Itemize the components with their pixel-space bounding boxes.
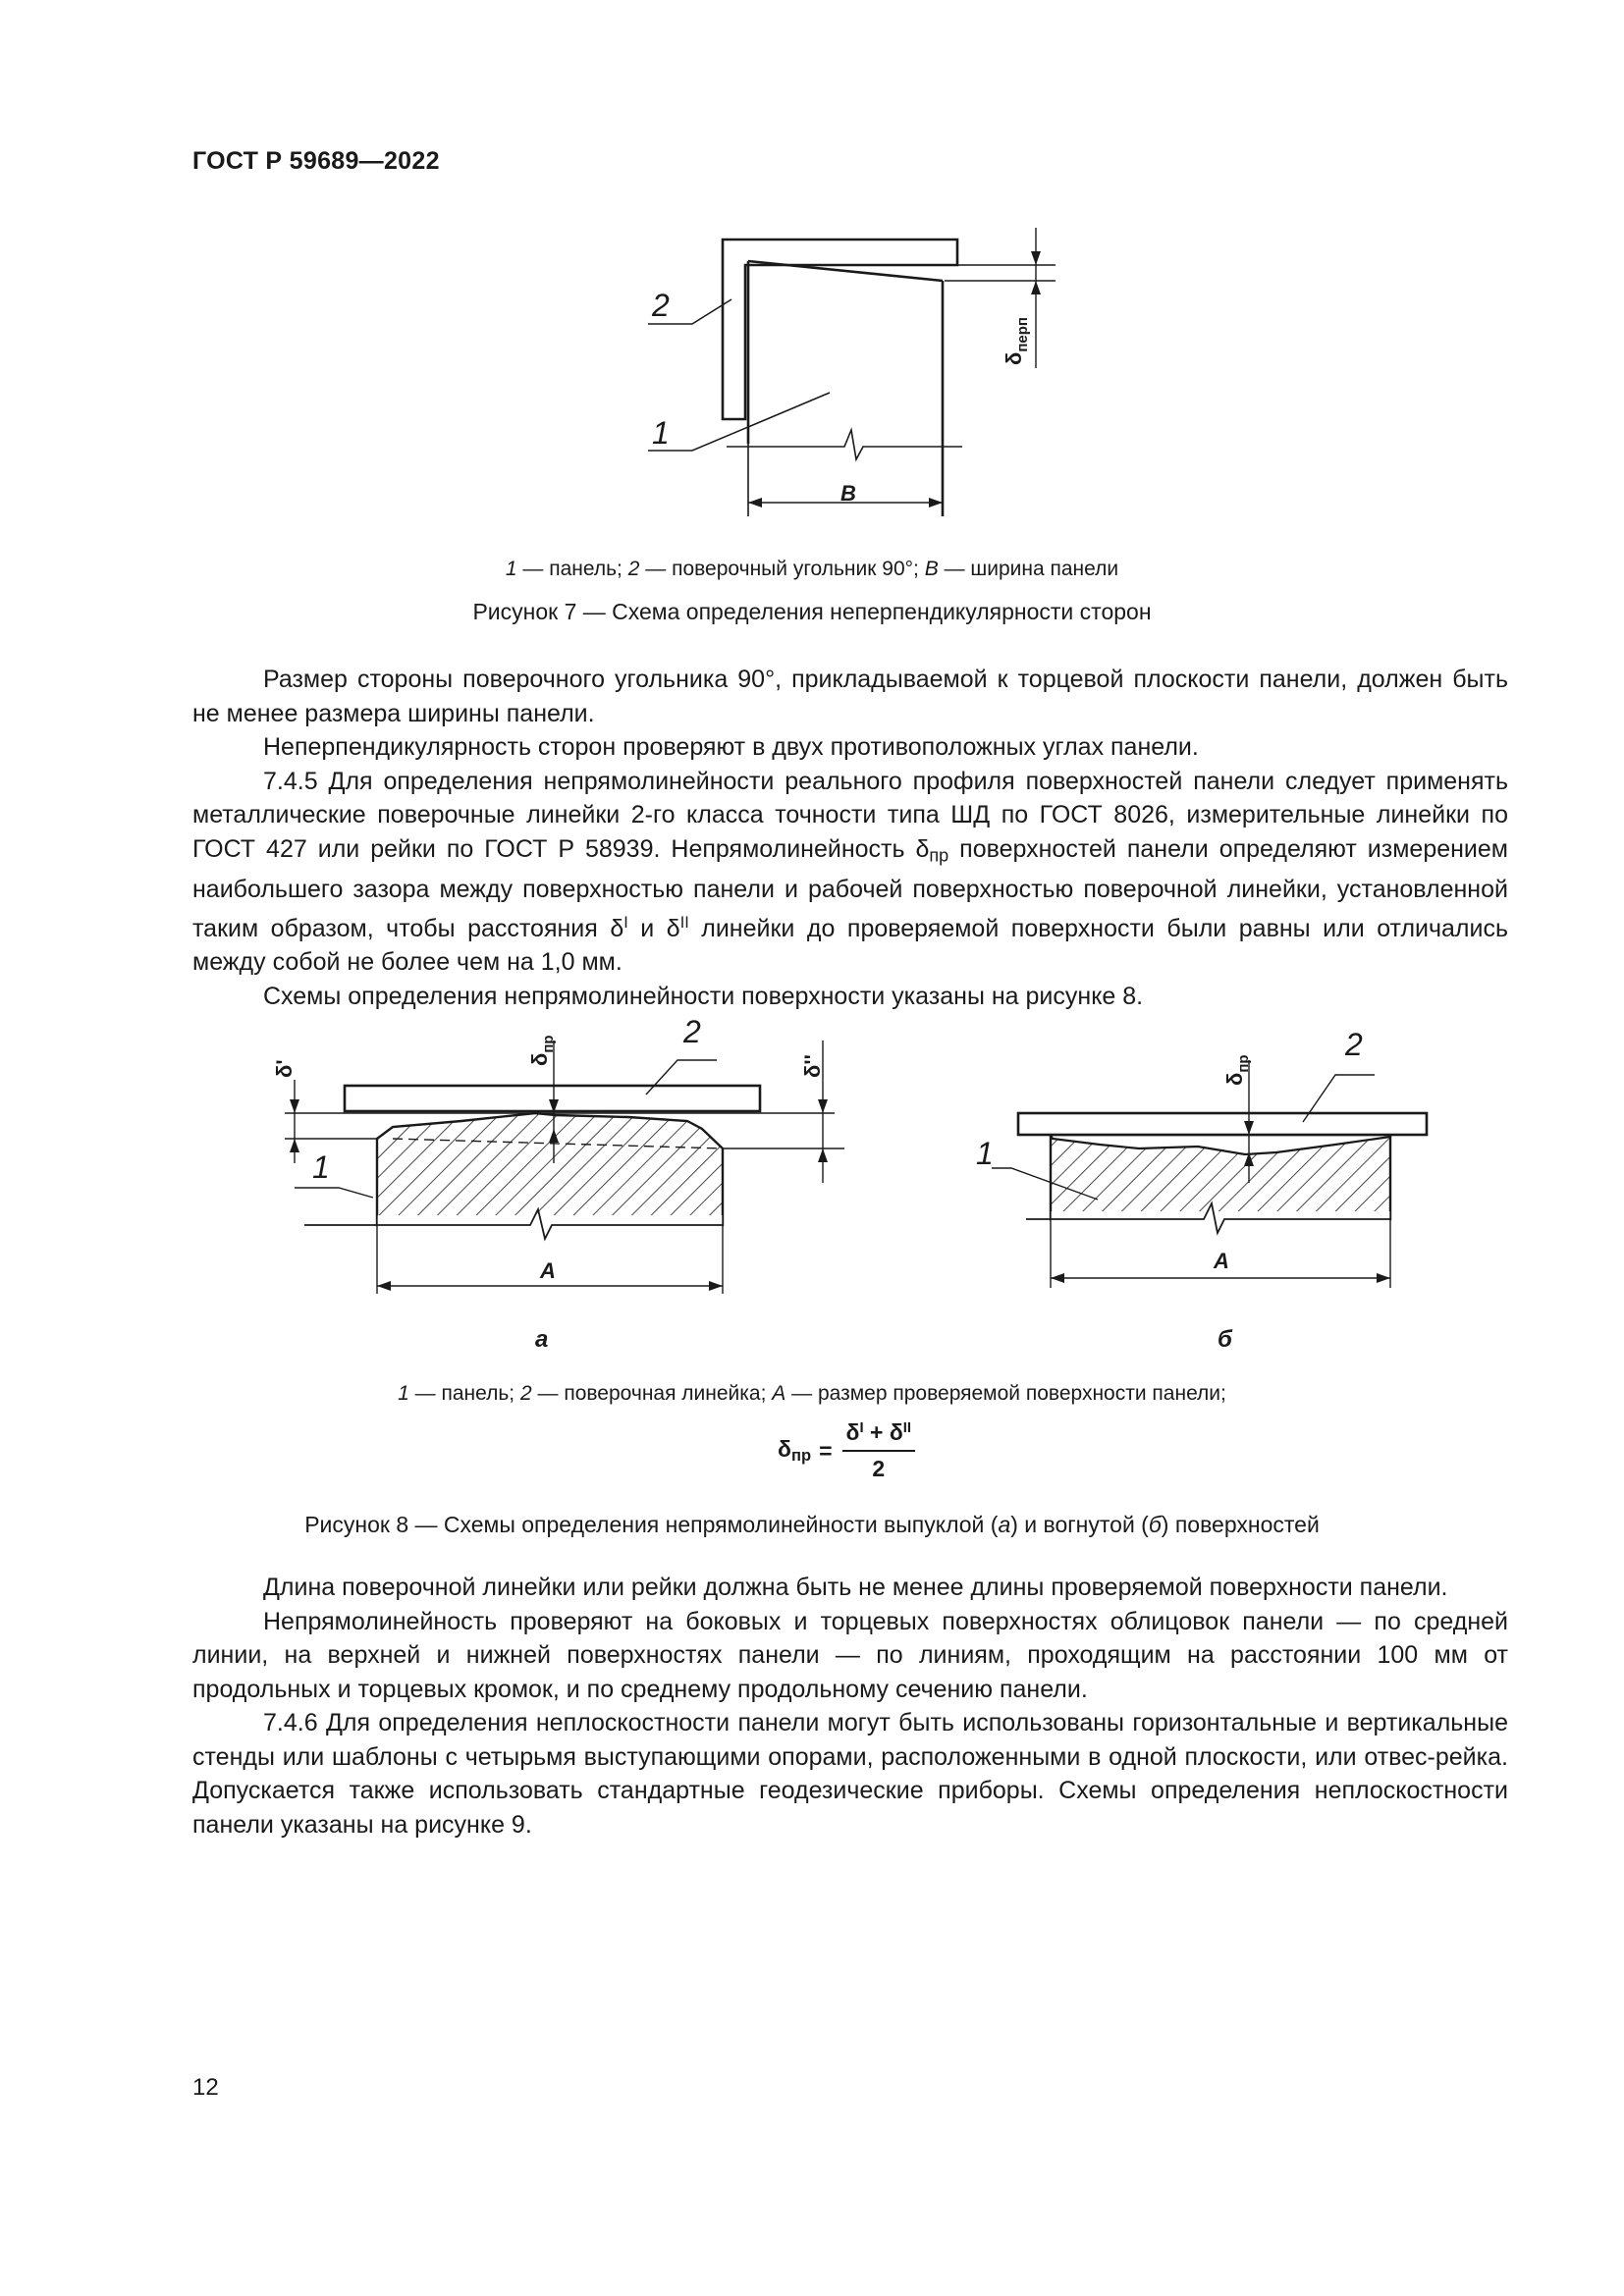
figure-7-diagram	[628, 221, 1080, 525]
fig8b-label-2: 2	[1345, 1027, 1363, 1062]
figure-8a	[272, 1016, 844, 1353]
document-header: ГОСТ Р 59689—2022	[192, 147, 440, 175]
fig7-delta-perp: $\delta_{перп}$	[1001, 317, 1031, 365]
paragraph: Длина поверочной линейки или рейки должна быть не менее длины проверяемой поверхности панели.	[263, 1574, 1448, 1601]
fig8a-label-2: 2	[683, 1016, 701, 1049]
figure-8-legend: 1 — панель; 2 — поверочная линейка; A — размер проверяемой поверхности панели;	[398, 1382, 1226, 1405]
paragraph-7-4-5: 7.4.5 Для определения непрямолинейности реального профиля поверхностей панели следует применять металлические поверочные линейки 2-го класса точности типа ШД по ГОСТ 8026, измерительные линейки по ГОСТ 427 или рейки по ГОСТ Р 58939. Непрямолинейность $\delta_{пр}$ поверхностей панели определяют измерением наибольшего зазора между поверхностью панели и рабочей поверхностью поверочной линейки, установленной таким образом, чтобы расстояния $\delta^I$ и $\delta^{II}$ линейки до проверяемой поверхности были равны или отличались между собой не более чем на 1,0 мм.	[192, 767, 1509, 977]
fig8b-label-a: A	[1214, 1249, 1229, 1273]
fig8a-label-a: A	[540, 1258, 556, 1283]
square-tool	[723, 240, 957, 419]
paragraph-7-4-6: 7.4.6 Для определения неплоскостности панели могут быть использованы горизонтальные и вертикальные стенды или шаблоны с четырьмя выступающими опорами, расположенными в одной плоскости, или отвес-рейка. Допускается также использовать стандартные геодезические приборы. Схемы определения неплоскостности панели указаны на рисунке 9.	[192, 1709, 1508, 1839]
ruler-b	[1018, 1113, 1427, 1135]
fig8a-delta-pr: $\delta_{пр}$	[527, 1035, 557, 1066]
paragraph: Неперпендикулярность сторон проверяют в двух противоположных углах панели.	[263, 733, 1199, 761]
page-number: 12	[192, 2074, 219, 2101]
figure-8-diagram	[265, 1016, 1443, 1360]
text-block-1	[192, 663, 1508, 1013]
figure-8-caption: Рисунок 8 — Схемы определения непрямолинейности выпуклой (а) и вогнутой (б) поверхностей	[304, 1512, 1320, 1537]
figure-8b	[976, 1027, 1427, 1353]
text-block-2	[192, 1571, 1508, 1842]
fig8b-delta-pr: $\delta_{пр}$	[1222, 1054, 1252, 1086]
paragraph: Непрямолинейность проверяют на боковых и торцевых поверхностях облицовок панели — по средней линии, на верхней и нижней поверхностях панели — по линиям, проходящим на расстоянии 100 мм от продольных и торцевых кромок, и по среднему продольному сечению панели.	[192, 1607, 1508, 1703]
panel-a-body	[377, 1113, 723, 1225]
fig8a-delta-ii: δ''	[800, 1054, 825, 1078]
figure-7-legend: 1 — панель; 2 — поверочный угольник 90°; B — ширина панели	[505, 558, 1119, 580]
fig8a-label-1: 1	[312, 1149, 330, 1185]
paragraph: Размер стороны поверочного угольника 90°, прикладываемой к торцевой плоскости панели, должен быть не менее размера ширины панели.	[192, 666, 1508, 727]
fig8-panel-b-label: б	[1218, 1326, 1232, 1353]
figure-7-caption: Рисунок 7 — Схема определения неперпендикулярности сторон	[472, 599, 1152, 624]
fig7-label-b: B	[840, 481, 856, 506]
paragraph: Схемы определения непрямолинейности поверхности указаны на рисунке 8.	[263, 982, 1144, 1010]
fig8-panel-a-label: а	[535, 1326, 549, 1353]
fig7-label-2: 2	[652, 288, 670, 323]
fig7-label-1: 1	[652, 415, 670, 451]
fig8b-label-1: 1	[976, 1136, 994, 1171]
formula: $\delta_{пр}$ = $\delta^I + \delta^{II}$ 2	[778, 1419, 915, 1482]
fig8a-delta-i: δ'	[272, 1059, 297, 1078]
